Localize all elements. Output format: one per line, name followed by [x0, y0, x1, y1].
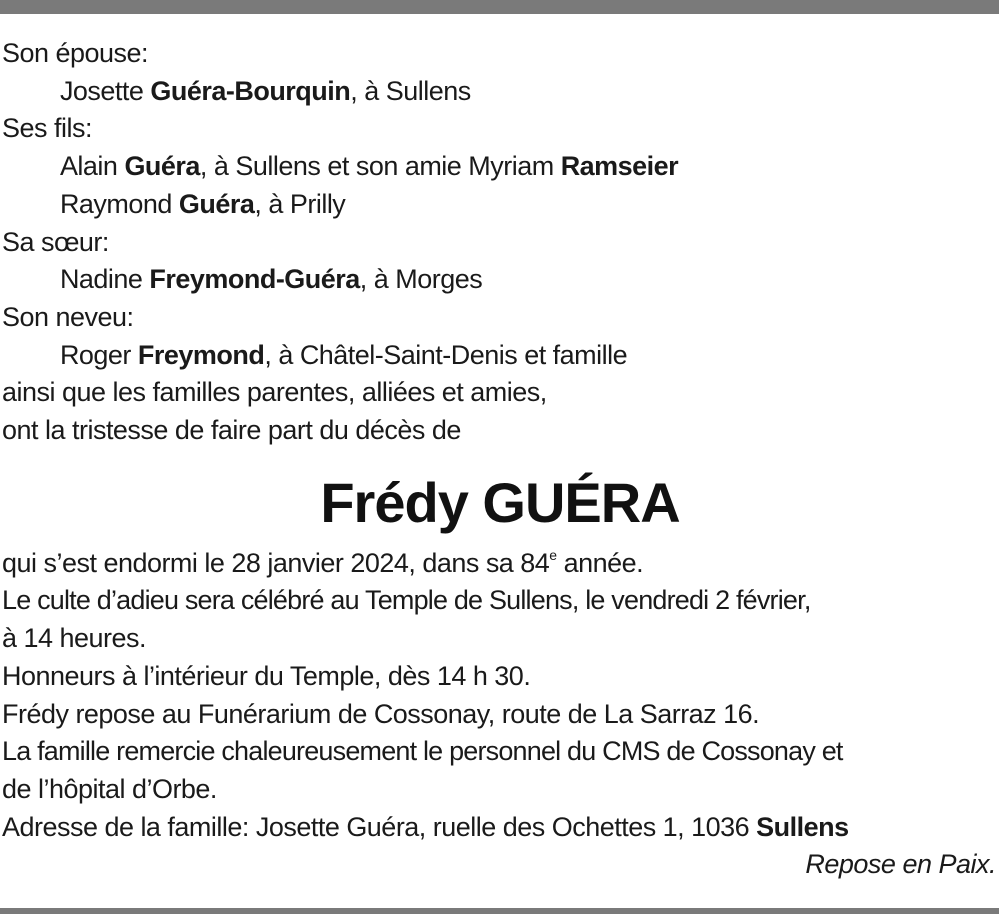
sister-label: Sa sœur:: [2, 226, 109, 257]
spouse-line: [2, 73, 997, 111]
family-address: [2, 809, 997, 847]
last-name: Guéra-Bourquin: [150, 75, 351, 106]
thanks: La famille remercie chaleureusement le personnel du CMS de Cossonay et: [2, 736, 843, 767]
death-text: qui s’est endormi le 28 janvier 2024, dans sa 84: [2, 547, 550, 578]
place: , à Prilly: [254, 188, 346, 219]
honours: Honneurs à l’intérieur du Temple, dès 14 h 30.: [2, 660, 531, 691]
last-name: Freymond: [137, 339, 265, 370]
first-name: Raymond: [59, 188, 172, 219]
extended-family: ainsi que les familles parentes, alliées et amies,: [2, 377, 547, 408]
first-name: Josette: [59, 75, 144, 106]
ordinal-suffix: e: [549, 546, 557, 563]
service-time: à 14 heures.: [2, 623, 146, 654]
first-name: Roger: [59, 339, 131, 370]
son2-line: [2, 186, 997, 224]
nephew-label: Son neveu:: [2, 301, 134, 332]
address-text: Adresse de la famille: Josette Guéra, ruelle des Ochettes 1, 1036: [2, 811, 757, 842]
last-name: Guéra: [178, 188, 255, 219]
service-details: Le culte d’adieu sera célébré au Temple de Sullens, le vendredi 2 février,: [2, 585, 811, 616]
deceased-name: Frédy GUÉRA: [320, 470, 680, 534]
place: , à Morges: [359, 264, 483, 295]
last-name: Guéra: [124, 151, 200, 182]
sister-line: [2, 261, 997, 299]
death-text-end: année.: [556, 547, 644, 578]
last-name: Freymond-Guéra: [149, 264, 360, 295]
nephew-line: [2, 337, 997, 375]
place: , à Châtel-Saint-Denis et famille: [264, 339, 628, 370]
address-city: Sullens: [756, 811, 849, 842]
partner-last-name: Ramseier: [560, 151, 679, 182]
sons-label: Ses fils:: [2, 113, 92, 144]
spouse-label: Son épouse:: [2, 38, 148, 68]
first-name: Alain: [59, 151, 118, 182]
son1-line: [2, 148, 997, 186]
place: , à Sullens et son amie Myriam: [199, 151, 554, 182]
first-name: Nadine: [59, 264, 143, 295]
announcement: ont la tristesse de faire part du décès de: [2, 415, 461, 446]
thanks-continued: de l’hôpital d’Orbe.: [2, 773, 217, 804]
bottom-border: [0, 908, 999, 914]
rest-location: Frédy repose au Funérarium de Cossonay, route de La Sarraz 16.: [2, 698, 760, 729]
top-border: [0, 0, 999, 14]
obituary-body: [2, 35, 998, 883]
closing-phrase: Repose en Paix.: [805, 849, 996, 880]
death-details: [2, 545, 997, 583]
place: , à Sullens: [350, 75, 471, 106]
